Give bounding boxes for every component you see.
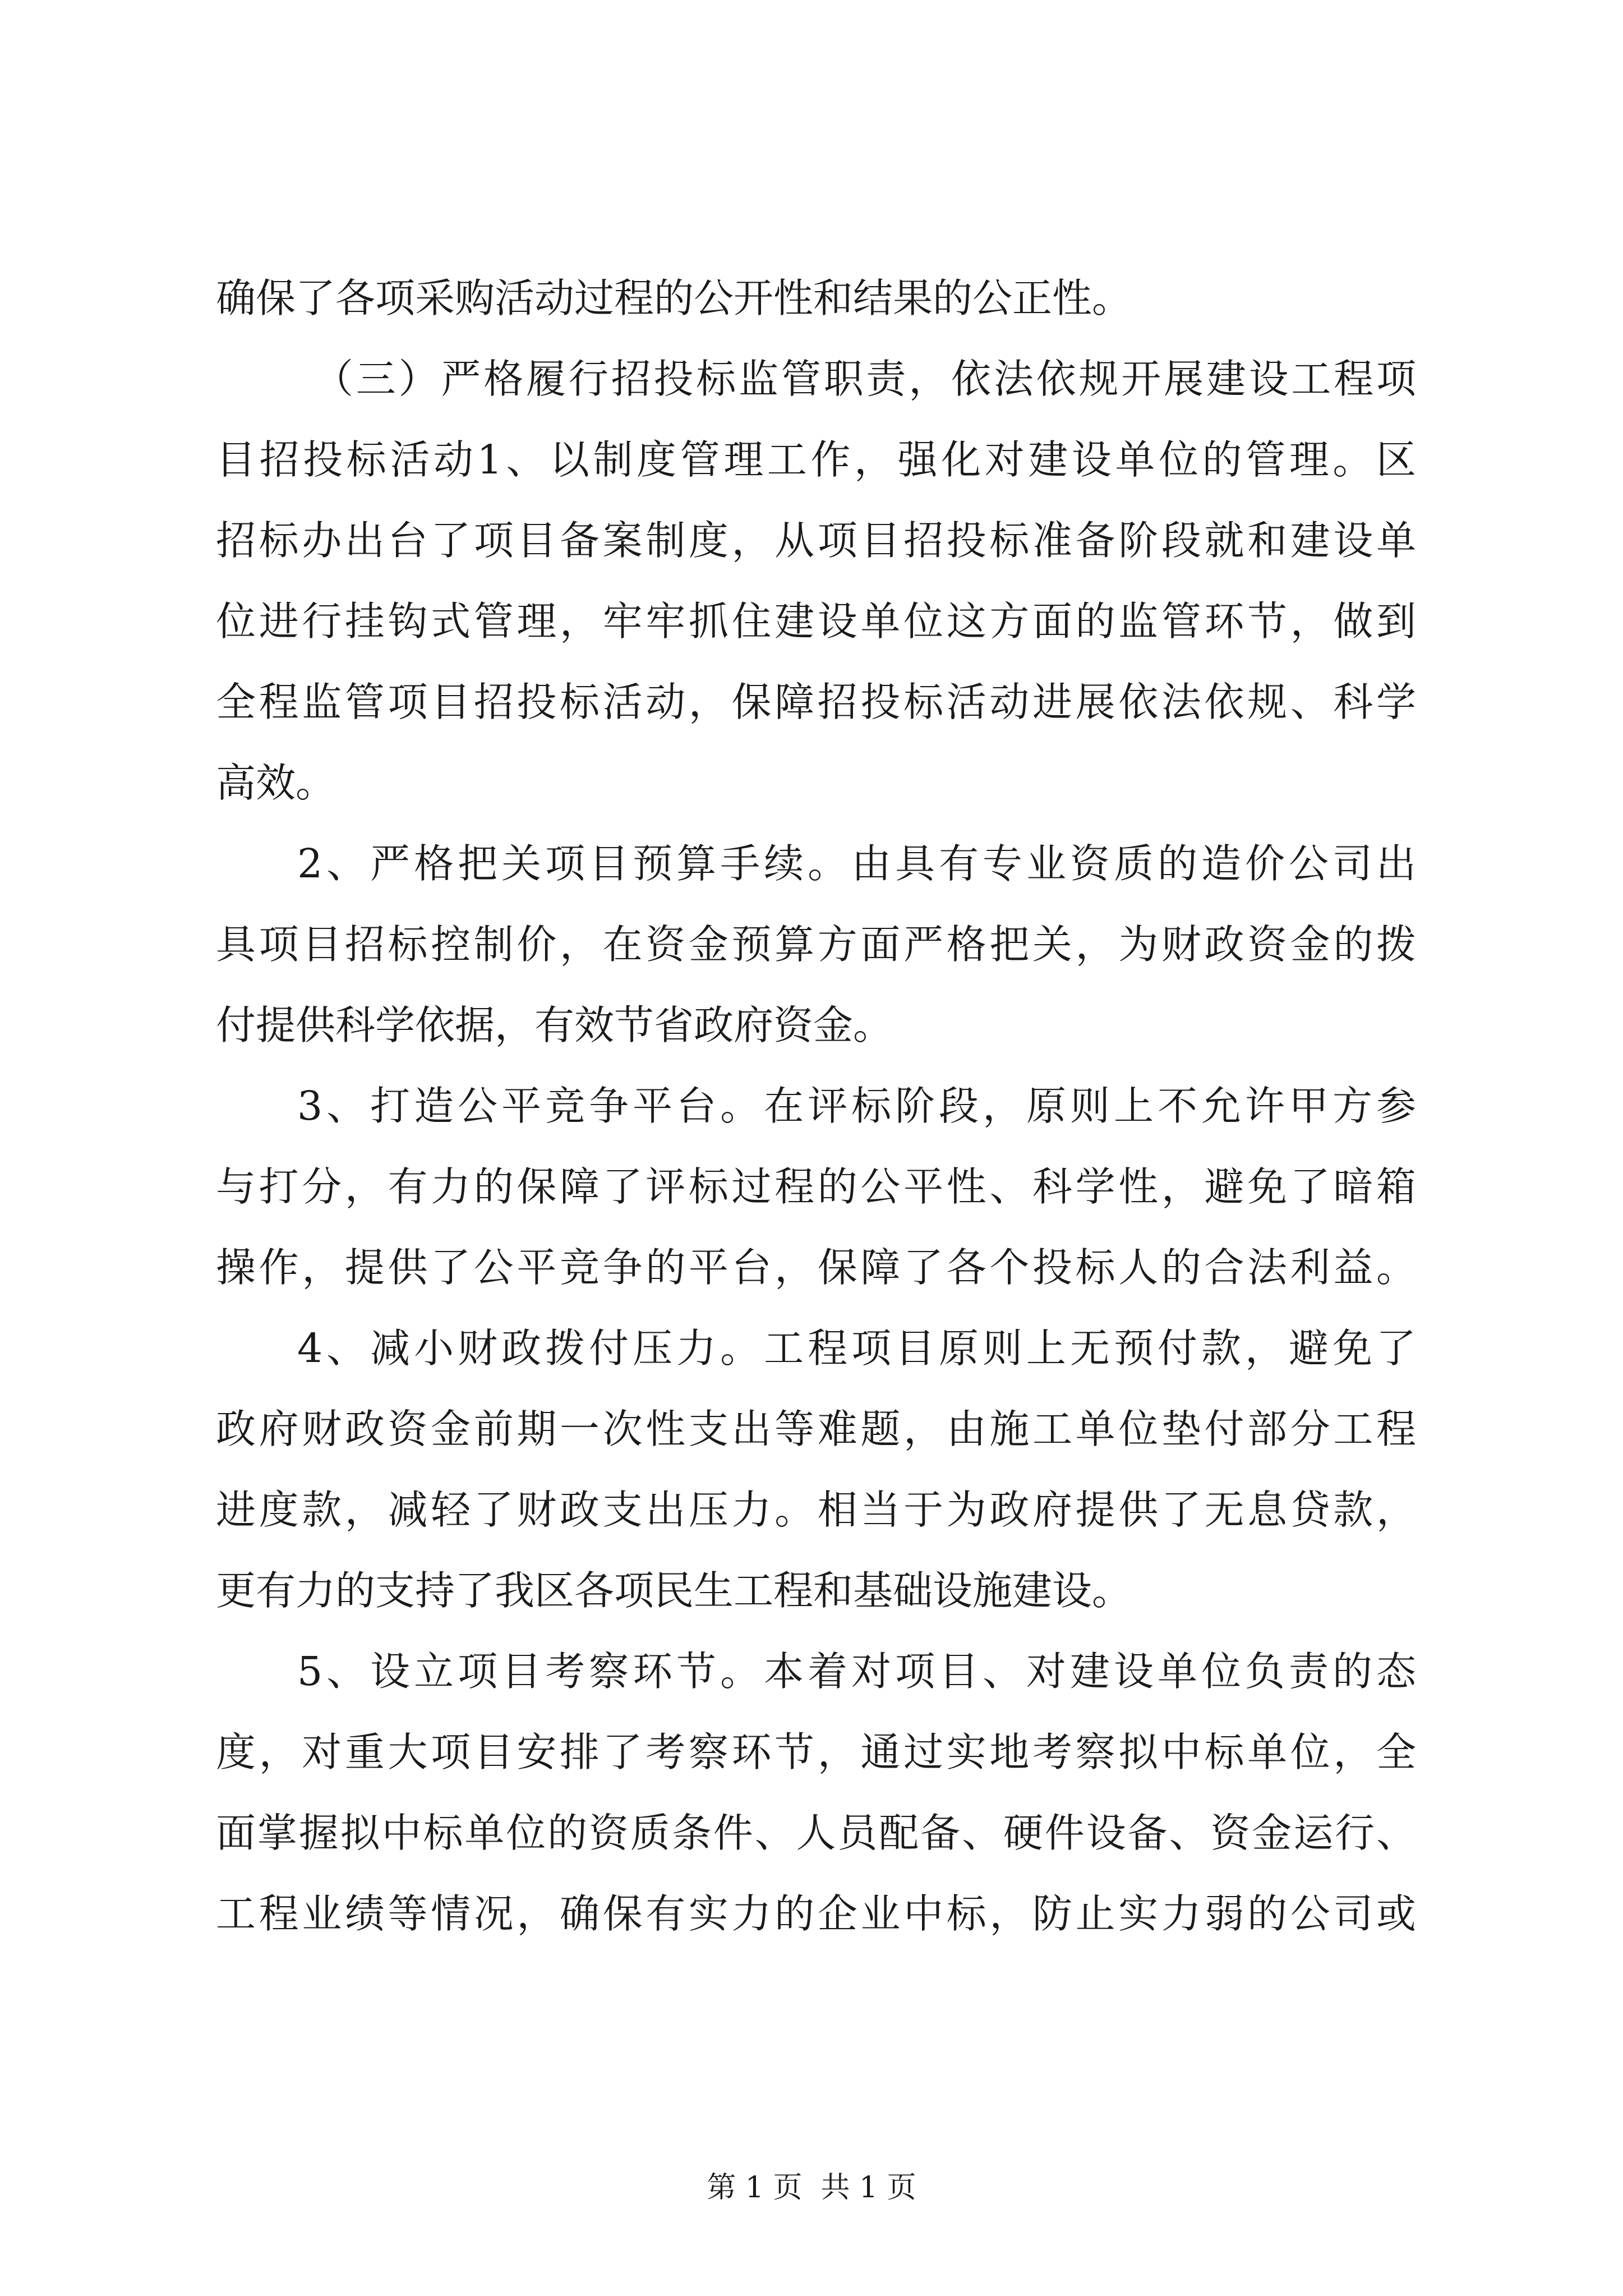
text-line: 具项目招标控制价，在资金预算方面严格把关，为财政资金的拨 (216, 921, 1416, 968)
text-line: 3、打造公平竞争平台。在评标阶段，原则上不允许甲方参 (297, 1083, 1416, 1129)
text-line: 5、设立项目考察环节。本着对项目、对建设单位负责的态 (297, 1648, 1416, 1695)
text-line: 操作，提供了公平竞争的平台，保障了各个投标人的合法利益。 (216, 1244, 1416, 1291)
text-line: 确保了各项采购活动过程的公开性和结果的公正性。 (216, 275, 1132, 321)
text-line: 政府财政资金前期一次性支出等难题，由施工单位垫付部分工程 (216, 1406, 1416, 1452)
text-line: 2、严格把关项目预算手续。由具有专业资质的造价公司出 (297, 840, 1416, 887)
text-line: 与打分，有力的保障了评标过程的公平性、科学性，避免了暗箱 (216, 1163, 1416, 1210)
text-line: （三）严格履行招投标监管职责，依法依规开展建设工程项 (313, 356, 1416, 402)
text-line: 工程业绩等情况，确保有实力的企业中标，防止实力弱的公司或 (216, 1890, 1416, 1937)
text-line: 全程监管项目招投标活动，保障招投标活动进展依法依规、科学 (216, 679, 1416, 725)
text-line: 位进行挂钩式管理，牢牢抓住建设单位这方面的监管环节，做到 (216, 598, 1416, 645)
text-line: 目招投标活动1、以制度管理工作，强化对建设单位的管理。区 (216, 436, 1416, 483)
document-body (216, 258, 1416, 1954)
text-line: 度，对重大项目安排了考察环节，通过实地考察拟中标单位，全 (216, 1729, 1416, 1775)
text-line: 4、减小财政拨付压力。工程项目原则上无预付款，避免了 (297, 1325, 1416, 1372)
text-line: 付提供科学依据，有效节省政府资金。 (216, 1002, 893, 1048)
text-line: 进度款，减轻了财政支出压力。相当于为政府提供了无息贷款， (216, 1487, 1416, 1533)
text-line: 更有力的支持了我区各项民生工程和基础设施建设。 (216, 1567, 1132, 1614)
page-footer: 第 1 页 共 1 页 (707, 2171, 916, 2205)
text-line: 招标办出台了项目备案制度，从项目招投标准备阶段就和建设单 (216, 517, 1416, 564)
text-line: 高效。 (216, 760, 336, 806)
text-line: 面掌握拟中标单位的资质条件、人员配备、硬件设备、资金运行、 (216, 1810, 1416, 1856)
